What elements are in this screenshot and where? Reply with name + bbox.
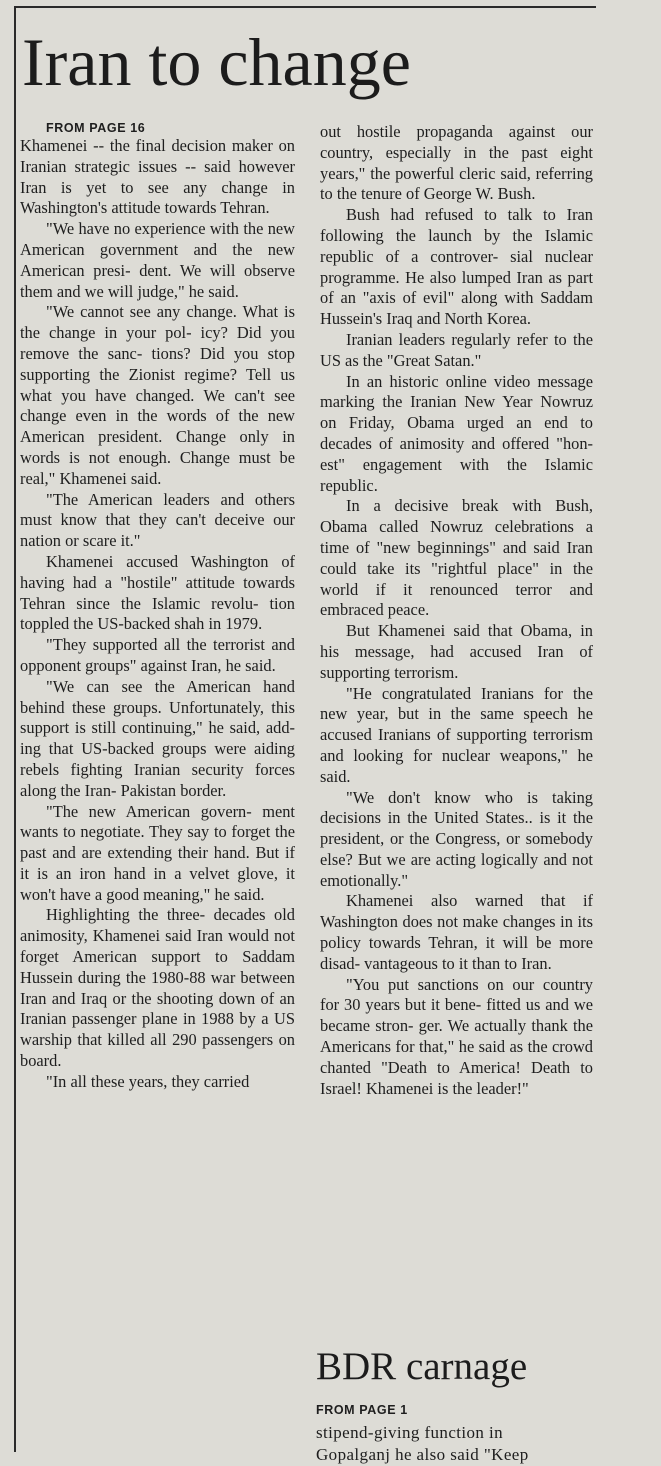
paragraph: "He congratulated Iranians for the new year, but in the same speech he accused Iranians of supporting terrorism and looking for nuclear weapons," he said. — [320, 683, 593, 786]
left-column-rule — [14, 6, 16, 1452]
paragraph: Khamenei accused Washington of having had a "hostile" attitude towards Tehran since the Islamic revolu- tion toppled the US-backed shah in 1979. — [20, 551, 295, 634]
paragraph: out hostile propaganda against our country, especially in the past eight years," the powerful cleric said, referring to the tenure of George W. Bush. — [320, 122, 593, 204]
paragraph: "You put sanctions on our country for 30 years but it bene- fitted us and we became stron- ger. We actually thank the Americans for that," he said as the crowd chanted "Death to America! Death to Israel! Khamenei is the leader!" — [320, 974, 593, 1098]
headline: Iran to change — [22, 24, 411, 100]
top-rule — [14, 6, 596, 8]
paragraph: "We can see the American hand behind these groups. Unfortunately, this support is still continuing," he said, add- ing that US-backed groups were aiding rebels fighting Iranian security forces along the Iran- Pakistan border. — [20, 676, 295, 800]
paragraph: "We don't know who is taking decisions in the United States.. is it the president, or the Congress, or somebody else? But we are acting logically and not emotionally." — [320, 787, 593, 890]
next-story-text-partial: Gopalganj he also said "Keep — [316, 1445, 529, 1464]
next-story-headline: BDR carnage — [316, 1345, 528, 1388]
next-story-kicker: FROM PAGE 1 — [316, 1403, 408, 1417]
right-column — [320, 122, 593, 1340]
kicker: FROM PAGE 16 — [46, 121, 146, 135]
paragraph: "In all these years, they carried — [46, 1071, 250, 1091]
paragraph: In an historic online video message marking the Iranian New Year Nowruz on Friday, Obama urged an end to decades of animosity and offered "hon- est" engagement with the Islamic republic. — [320, 371, 593, 495]
paragraph: "They supported all the terrorist and opponent groups" against Iran, he said. — [20, 635, 295, 675]
paragraph: Khamenei -- the final decision maker on Iranian strategic issues -- said however Iran is yet to see any change in Washington's attitude towards Tehran. — [20, 136, 295, 218]
paragraph: "We cannot see any change. What is the change in your pol- icy? Did you remove the sanc- tions? Did you stop supporting the Zionist regime? Tell us what you have changed. We can't see change even in the words of the new American president. Change only in words is not enough. Change must be real," Khamenei said. — [20, 302, 295, 488]
paragraph: Highlighting the three- decades old animosity, Khamenei said Iran would not forget American support to Saddam Hussein during the 1980-88 war between Iran and Iraq or the shooting down of an Iranian passenger plane in 1988 by a US warship that killed all 290 passengers on board. — [20, 905, 295, 1071]
paragraph: But Khamenei said that Obama, in his message, had accused Iran of supporting terrorism. — [320, 621, 593, 682]
paragraph: Khamenei also warned that if Washington does not make changes in its policy towards Tehran, it will be more disad- vantageous to it than to Iran. — [320, 891, 593, 973]
paragraph: "The American leaders and others must know that they can't deceive our nation or scare it." — [20, 489, 295, 551]
left-column — [20, 120, 295, 1450]
paragraph: "We have no experience with the new American government and the new American presi- dent. We will observe them and we will judge," he said. — [20, 219, 295, 301]
paragraph: Iranian leaders regularly refer to the US as the "Great Satan." — [320, 329, 593, 370]
next-story-block — [316, 1402, 593, 1464]
next-story-text: stipend-giving function in — [316, 1423, 503, 1442]
paragraph: In a decisive break with Bush, Obama called Nowruz celebrations a time of "new beginnings" and said Iran could take its "rightful place" in the world if it renounced terror and embraced peace. — [320, 496, 593, 620]
paragraph: Bush had refused to talk to Iran following the launch by the Islamic republic of a controver- sial nuclear programme. He also lumped Iran as part of an "axis of evil" along with Saddam Hussein's Iraq and North Korea. — [320, 205, 593, 329]
paragraph: "The new American govern- ment wants to negotiate. They say to forget the past and are extending their hand. But if it is an iron hand in a velvet glove, it won't have a good meaning," he said. — [20, 801, 295, 904]
